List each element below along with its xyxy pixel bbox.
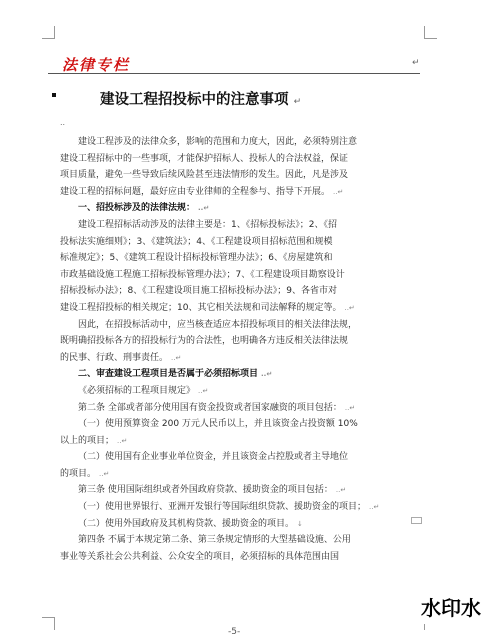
header-rule bbox=[48, 73, 420, 74]
text-line bbox=[60, 449, 422, 466]
side-marker bbox=[411, 517, 422, 524]
paragraph-mark-icon: ..↵ bbox=[117, 436, 128, 445]
text-line-content: （一）使用世界银行、亚洲开发银行等国际组织贷款、援助资金的项目； bbox=[78, 502, 367, 513]
text-line-content: 《必须招标的工程项目规定》 bbox=[78, 385, 196, 396]
paragraph-mark-icon: .. bbox=[60, 118, 66, 127]
text-line bbox=[60, 549, 422, 566]
text-line bbox=[60, 466, 422, 483]
page-corner-top-left bbox=[42, 26, 55, 39]
paragraph-mark-icon: ..↵ bbox=[198, 386, 209, 395]
text-line-content: （二）使用国有企业事业单位资金，并且该资金占控股或者主导地位 bbox=[78, 452, 349, 463]
text-line-content: 的项目。 bbox=[60, 468, 97, 479]
text-line bbox=[60, 151, 422, 168]
text-line-content: 招标投标办法》；8、《工程建设项目施工招标投标办法》；9、各省市对 bbox=[60, 286, 337, 297]
text-line bbox=[60, 433, 422, 450]
text-line-content: 标准规定》；5、《建筑工程设计招标投标管理办法》；6、《房屋建筑和 bbox=[60, 253, 333, 264]
text-line bbox=[60, 516, 422, 533]
watermark: 水印水 bbox=[421, 592, 481, 624]
text-line bbox=[60, 167, 422, 184]
text-line-content: 因此，在招投标活动中，应当核查适应本招投标项目的相关法律法规， bbox=[78, 319, 358, 330]
text-line bbox=[60, 532, 422, 549]
text-line bbox=[60, 300, 422, 317]
document-title-text: 建设工程招投标中的注意事项 bbox=[100, 92, 289, 108]
paragraph-mark-icon: ..↵ bbox=[344, 403, 356, 412]
document-body bbox=[60, 134, 422, 565]
text-line bbox=[60, 499, 422, 516]
paragraph-mark-icon: ..↵ bbox=[171, 353, 182, 362]
page-corner-bottom-left bbox=[42, 617, 55, 630]
text-line bbox=[60, 333, 422, 350]
text-line-content: 建设工程招投标的相关规定；10、其它相关法规和司法解释的规定等。 bbox=[60, 302, 342, 313]
text-line-content: 建设工程涉及的法律众多，影响的范围和力度大，因此，必须特别注意 bbox=[78, 137, 358, 147]
text-line-content: （一）使用预算资金 200 万元人民币以上，并且该资金占投资额 10% bbox=[78, 419, 358, 430]
text-line-content: 第三条 使用国际组织或者外国政府贷款、援助资金的项目包括： bbox=[78, 485, 333, 496]
paragraph-mark-icon: ..↵ bbox=[333, 187, 344, 196]
paragraph-mark-icon: ..↵ bbox=[344, 303, 355, 312]
text-line-content: 二、审查建设工程项目是否属于必须招标项目 bbox=[78, 369, 259, 380]
header-label: 法律专栏 bbox=[62, 56, 131, 74]
text-line-content: 一、招投标涉及的法律法规： bbox=[78, 203, 196, 214]
text-line-content: （二）使用外国政府及其机构贷款、援助资金的项目。 bbox=[78, 518, 295, 529]
text-line-content: 以上的项目； bbox=[60, 435, 115, 446]
text-line bbox=[60, 250, 422, 267]
paragraph-mark-icon: ..↵ bbox=[335, 486, 347, 495]
text-line bbox=[60, 383, 422, 400]
paragraph-mark-icon: ..↵ bbox=[99, 469, 110, 478]
text-line bbox=[60, 400, 422, 417]
paragraph-mark-icon: ..↵ bbox=[261, 370, 273, 379]
text-line-content: 事业等关系社会公共利益、公众安全的项目，必须招标的具体范围由国 bbox=[60, 551, 340, 562]
text-line-content: 的民事、行政、刑事责任。 bbox=[60, 352, 169, 363]
page-corner-top-right bbox=[424, 26, 437, 39]
text-line-content: 建设工程招标活动涉及的法律主要是：1、《招标投标法》；2、《招 bbox=[78, 219, 337, 230]
text-line bbox=[60, 482, 422, 499]
title-bullet bbox=[52, 93, 56, 97]
paragraph-mark-icon: ..↵ bbox=[198, 204, 210, 213]
text-line bbox=[60, 267, 422, 284]
text-line-content: 既明确招投标各方的招投标行为的合法性，也明确各方违反相关法律法规 bbox=[60, 336, 349, 347]
text-line-content: 项目质量，避免一些导致后续风险甚至违法情形的发生。因此，凡是涉及 bbox=[60, 170, 349, 181]
text-line bbox=[60, 416, 422, 433]
text-line-content: 市政基础设施工程施工招标投标管理办法》；7、《工程建设项目勘察设计 bbox=[60, 269, 345, 280]
document-title bbox=[100, 88, 400, 109]
text-line bbox=[60, 217, 422, 234]
paragraph-mark-icon: ↓ bbox=[297, 519, 303, 528]
text-line bbox=[60, 134, 422, 151]
text-line bbox=[60, 234, 422, 251]
text-line bbox=[60, 350, 422, 367]
text-line-content: 建设工程招标中的一些事项，才能保护招标人、投标人的合法权益，保证 bbox=[60, 153, 349, 164]
text-line bbox=[60, 283, 422, 300]
section-heading bbox=[60, 366, 422, 383]
paragraph-mark-icon: ↵ bbox=[293, 97, 302, 107]
text-line-content: 投标法实施细则》；3、《建筑法》；4、《工程建设项目招标范围和规模 bbox=[60, 236, 333, 247]
text-line bbox=[60, 184, 422, 201]
text-line-content: 第二条 全部或者部分使用国有资金投资或者国家融资的项目包括： bbox=[78, 402, 342, 413]
paragraph-mark-icon: ↵ bbox=[412, 58, 420, 68]
paragraph-mark-icon: ..↵ bbox=[369, 503, 380, 512]
text-line bbox=[60, 317, 422, 334]
text-line-content: 第四条 不属于本规定第二条、第三条规定情形的大型基础设施、公用 bbox=[78, 535, 351, 546]
text-line-content: 建设工程的招标问题，最好应由专业律师的全程参与、指导下开展。 bbox=[60, 186, 331, 197]
section-heading bbox=[60, 200, 422, 217]
page-number: -5- bbox=[228, 627, 241, 637]
